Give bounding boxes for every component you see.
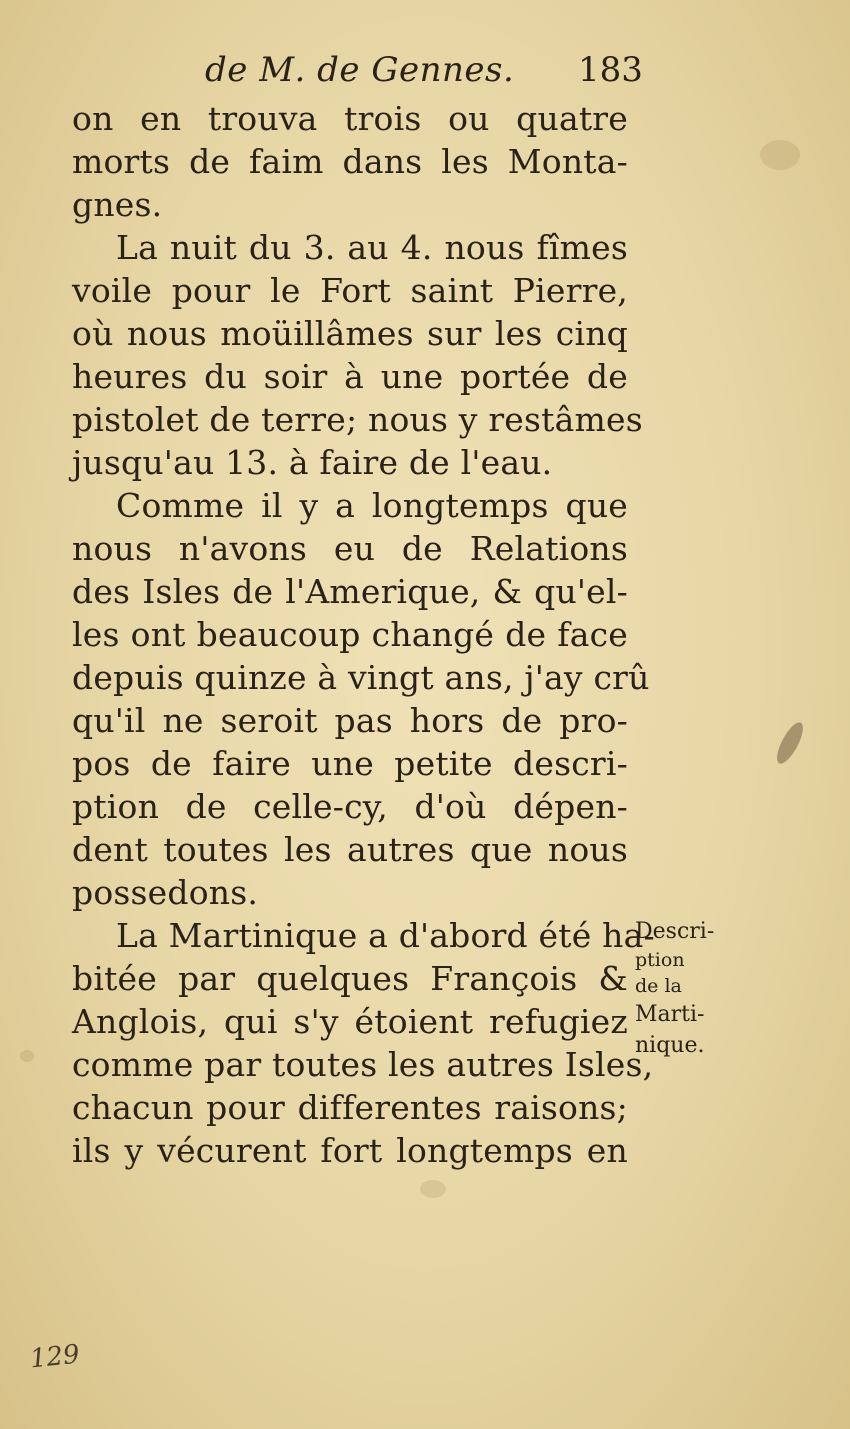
paper-stain: [760, 140, 800, 170]
body-text: [72, 97, 655, 1172]
text-line: où nous moüillâmes sur les cinq: [72, 314, 628, 353]
marginal-note: [635, 916, 735, 1061]
text-line: morts de faim dans les Monta-: [72, 142, 628, 181]
text-line: des Isles de l'Amerique, & qu'el-: [72, 572, 628, 611]
marginal-note-line: ption: [635, 949, 685, 971]
text-line: pistolet de terre; nous y restâmes: [72, 400, 643, 439]
text-line: chacun pour differentes raisons;: [72, 1088, 628, 1127]
text-line: bitée par quelques François &: [72, 959, 628, 998]
marginal-note-line: Descri-: [635, 919, 715, 944]
text-line: depuis quinze à vingt ans, j'ay crû: [72, 658, 650, 697]
text-line: on en trouva trois ou quatre: [72, 99, 628, 138]
text-line: qu'il ne seroit pas hors de pro-: [72, 701, 628, 740]
marginal-note-line: de la: [635, 975, 682, 997]
text-line: les ont beaucoup changé de face: [72, 615, 628, 654]
page-number: 183: [578, 50, 643, 90]
text-line: ils y vécurent fort longtemps en: [72, 1131, 628, 1170]
handwritten-folio-number: 129: [28, 1339, 82, 1375]
text-line: gnes.: [72, 185, 163, 224]
ink-smudge: [772, 719, 808, 767]
text-line: possedons.: [72, 873, 259, 912]
marginal-note-line: nique.: [635, 1033, 705, 1058]
text-line: nous n'avons eu de Relations: [72, 529, 628, 568]
text-line: comme par toutes les autres Isles,: [72, 1045, 654, 1084]
text-line: jusqu'au 13. à faire de l'eau.: [72, 443, 553, 482]
marginal-note-line: Marti-: [635, 1002, 705, 1027]
text-line: pos de faire une petite descri-: [72, 744, 628, 783]
text-line: ption de celle-cy, d'où dépen-: [72, 787, 628, 826]
text-line: heures du soir à une portée de: [72, 357, 628, 396]
paper-stain: [20, 1050, 34, 1062]
paper-stain: [420, 1180, 446, 1198]
paragraph-first-line: Comme il y a longtemps que: [116, 486, 628, 525]
running-head: de M. de Gennes.: [205, 50, 515, 90]
text-line: dent toutes les autres que nous: [72, 830, 628, 869]
text-line: Anglois, qui s'y étoient refugiez: [72, 1002, 628, 1041]
paragraph-first-line: La nuit du 3. au 4. nous fîmes: [116, 228, 628, 267]
text-line: voile pour le Fort saint Pierre,: [72, 271, 628, 310]
paragraph-first-line: La Martinique a d'abord été ha-: [116, 916, 655, 955]
